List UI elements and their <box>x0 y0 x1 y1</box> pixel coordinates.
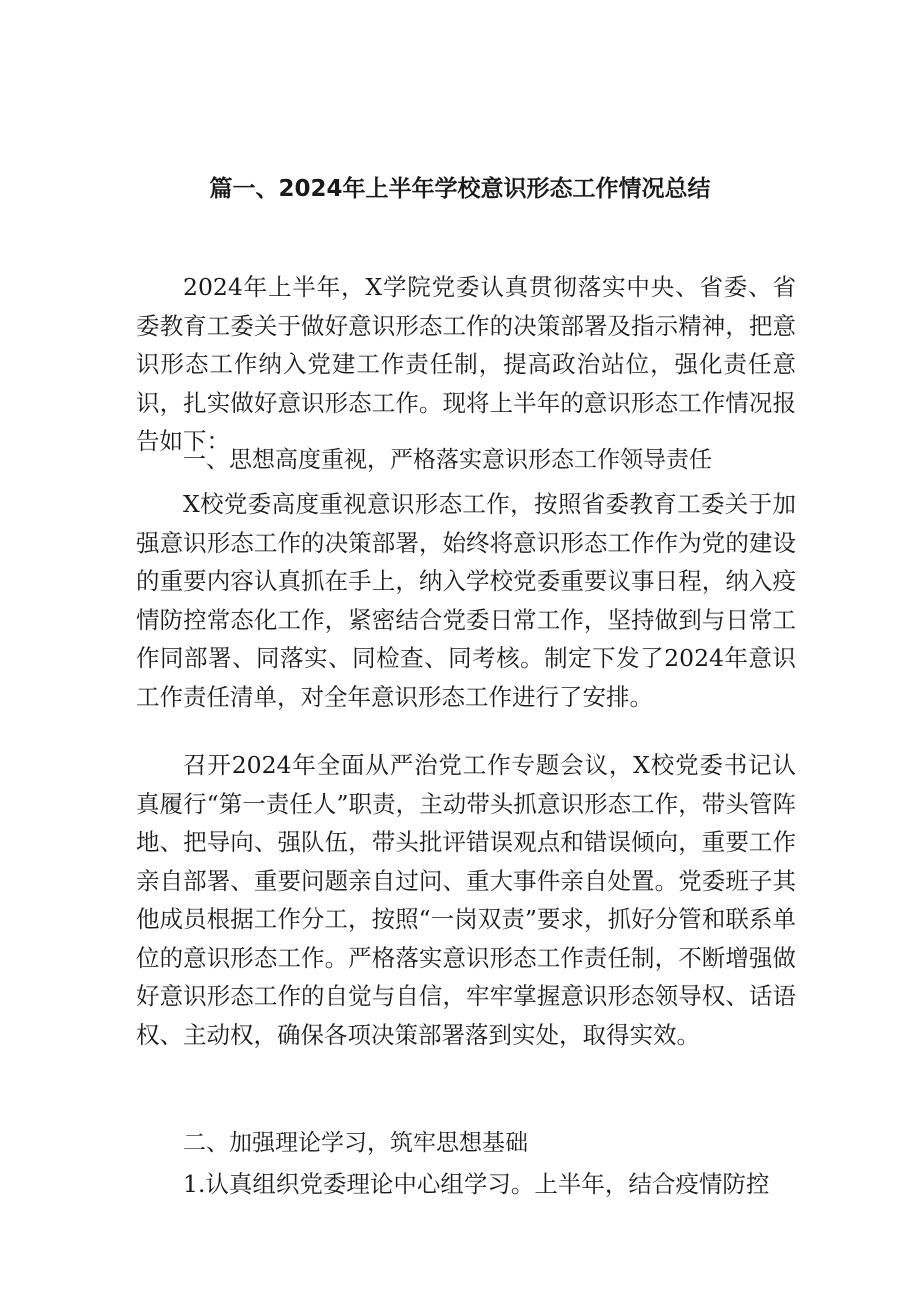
section2-paragraph-1: 1.认真组织党委理论中心组学习。上半年，结合疫情防控 <box>183 1170 770 1198</box>
section-heading-2: 二、加强理论学习，筑牢思想基础 <box>183 1130 528 1156</box>
intro-paragraph: 2024年上半年，X学院党委认真贯彻落实中央、省委、省委教育工委关于做好意识形态工作的决策部署及指示精神，把意识形态工作纳入党建工作责任制，提高政治站位，强化责任意识，扎实做好意识形态工作。现将上半年的意识形态工作情况报告如下： <box>136 273 796 455</box>
section-heading-1: 一、思想高度重视，严格落实意识形态工作领导责任 <box>183 447 712 473</box>
section1-paragraph-1: X校党委高度重视意识形态工作，按照省委教育工委关于加强意识形态工作的决策部署，始终将意识形态工作作为党的建设的重要内容认真抓在手上，纳入学校党委重要议事日程，纳入疫情防控常态化工作，紧密结合党委日常工作，坚持做到与日常工作同部署、同落实、同检查、同考核。制定下发了2024年意识工作责任清单，对全年意识形态工作进行了安排。 <box>136 490 796 711</box>
document-title: 篇一、2024年上半年学校意识形态工作情况总结 <box>209 176 711 202</box>
section1-paragraph-2: 召开2024年全面从严治党工作专题会议，X校党委书记认真履行“第一责任人”职责，主动带头抓意识形态工作，带头管阵地、把导向、强队伍，带头批评错误观点和错误倾向，重要工作亲自部署、重要问题亲自过问、重大事件亲自处置。党委班子其他成员根据工作分工，按照“一岗双责”要求，抓好分管和联系单位的意识形态工作。严格落实意识形态工作责任制，不断增强做好意识形态工作的自觉与自信，牢牢掌握意识形态领导权、话语权、主动权，确保各项决策部署落到实处，取得实效。 <box>136 751 796 1049</box>
